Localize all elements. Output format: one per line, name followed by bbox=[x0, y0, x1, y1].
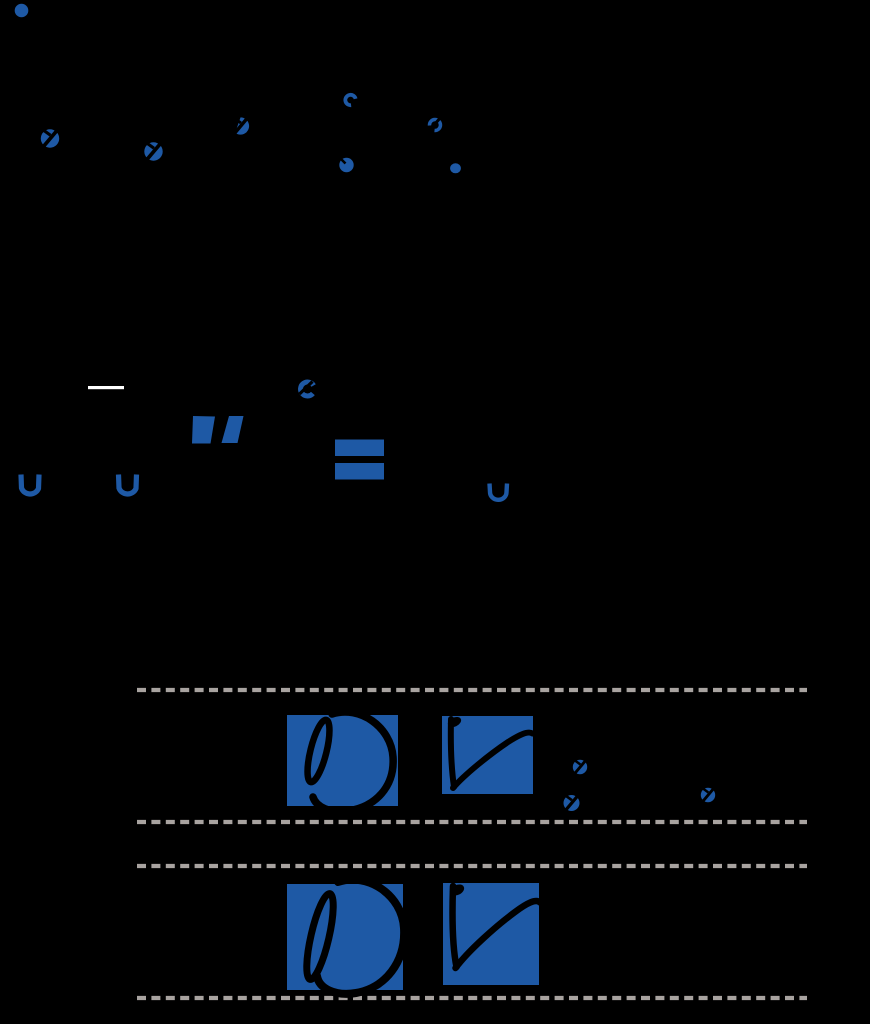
u-arc-mark-2 bbox=[119, 475, 137, 494]
kana-loop-mark-2 bbox=[144, 141, 162, 161]
furigana-loop-1 bbox=[573, 759, 587, 775]
kana-re-vertical-stroke bbox=[451, 719, 454, 787]
equals-bar-bottom bbox=[335, 463, 384, 480]
u-arc-mark-small bbox=[490, 484, 508, 500]
u-arc-mark-1 bbox=[21, 475, 39, 494]
practice-row-2 bbox=[287, 880, 540, 994]
ditto-bar-right bbox=[222, 416, 244, 443]
c-arc-mark bbox=[345, 95, 355, 105]
furigana-loop-2 bbox=[564, 794, 580, 812]
kana-loop-mark-1 bbox=[41, 128, 59, 148]
furigana-loop-3 bbox=[701, 787, 715, 803]
white-dash-mark bbox=[88, 386, 124, 389]
practice-row-1 bbox=[287, 712, 715, 812]
small-dot-mark bbox=[450, 163, 461, 173]
kana-re-vertical-stroke bbox=[452, 886, 456, 967]
ditto-bar-left bbox=[192, 416, 215, 444]
equals-bar-top bbox=[335, 440, 384, 457]
round-bullet-dot bbox=[15, 4, 29, 18]
